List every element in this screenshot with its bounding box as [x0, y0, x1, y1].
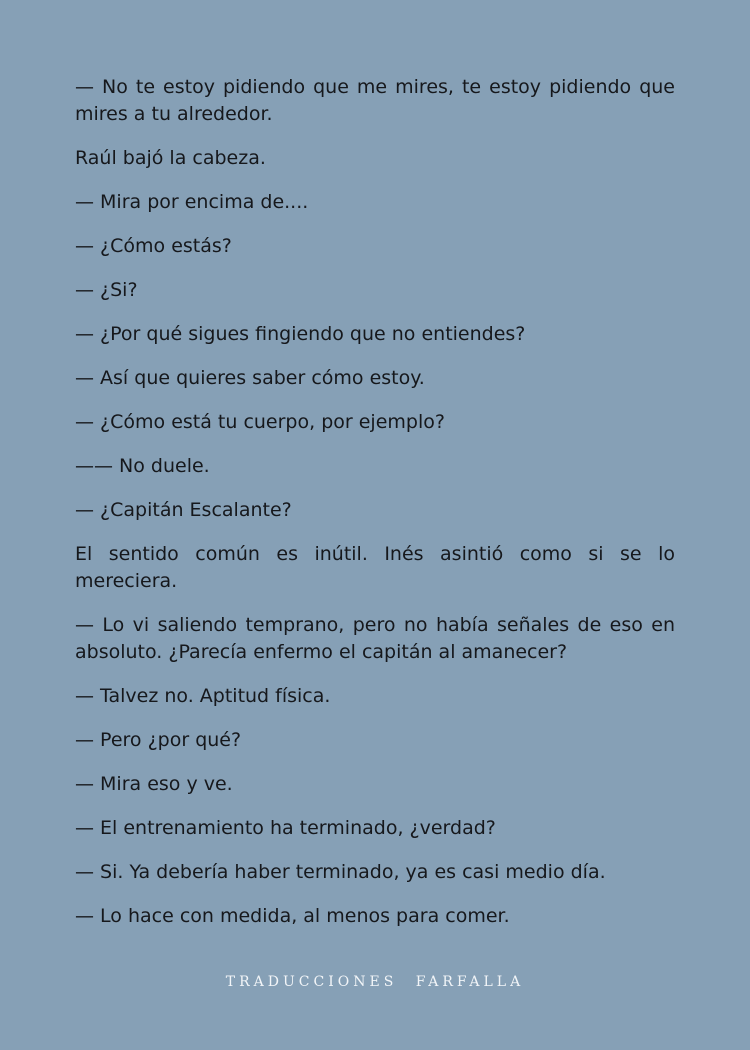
paragraph: — Talvez no. Aptitud física.	[75, 685, 331, 707]
paragraph: — ¿Por qué sigues fingiendo que no entiendes?	[75, 323, 526, 345]
paragraph: — Lo hace con medida, al menos para comer.	[75, 905, 510, 927]
paragraph: —— No duele.	[75, 455, 210, 477]
footer-credit: TRADUCCIONES FARFALLA	[225, 974, 525, 990]
paragraph: Raúl bajó la cabeza.	[75, 147, 266, 169]
paragraph: — Mira eso y ve.	[75, 773, 233, 795]
paragraph: — Mira por encima de....	[75, 191, 309, 213]
paragraph: — El entrenamiento ha terminado, ¿verdad?	[75, 817, 496, 839]
paragraph: El sentido común es inútil. Inés asintió como si se lo mereciera.	[75, 543, 675, 592]
paragraph: — Lo vi saliendo temprano, pero no había señales de eso en absoluto. ¿Parecía enfermo el capitán al amanecer?	[75, 614, 675, 663]
paragraph: — Así que quieres saber cómo estoy.	[75, 367, 425, 389]
paragraph: — No te estoy pidiendo que me mires, te estoy pidiendo que mires a tu alrededor.	[75, 76, 675, 125]
paragraph: — ¿Cómo está tu cuerpo, por ejemplo?	[75, 411, 445, 433]
paragraph: — Si. Ya debería haber terminado, ya es casi medio día.	[75, 861, 606, 883]
paragraph: — ¿Cómo estás?	[75, 235, 232, 257]
paragraph: — Pero ¿por qué?	[75, 729, 242, 751]
text-body	[75, 74, 675, 947]
paragraph: — ¿Si?	[75, 279, 138, 301]
paragraph: — ¿Capitán Escalante?	[75, 499, 292, 521]
